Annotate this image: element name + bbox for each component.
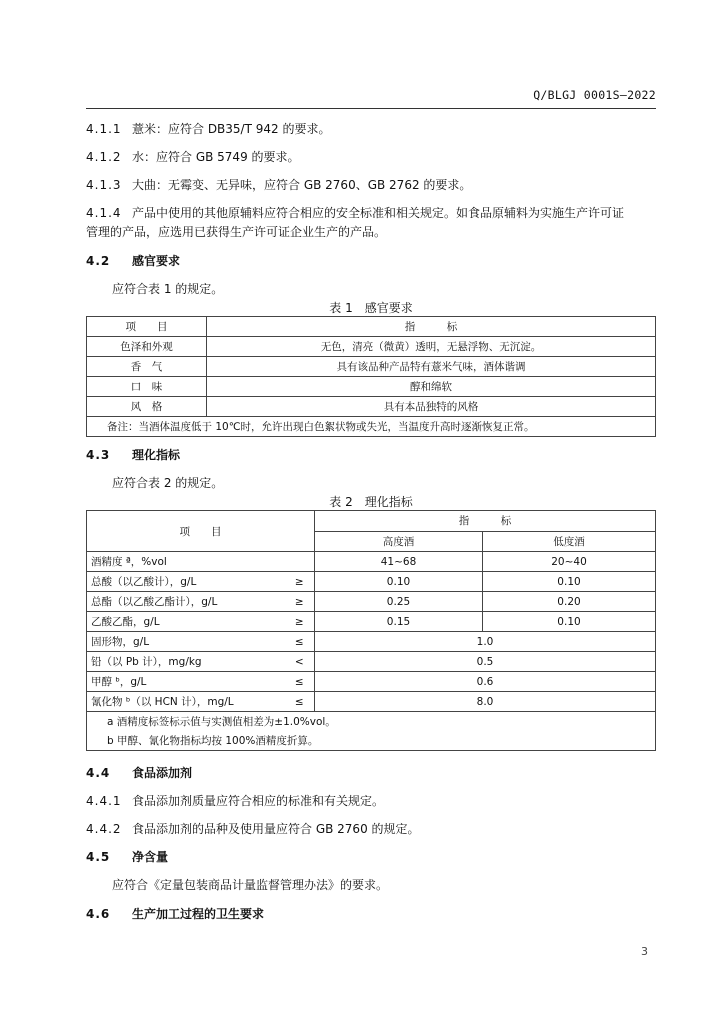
clause-4-1-3 — [86, 176, 471, 193]
header-low-alcohol: 低度酒 — [483, 531, 656, 552]
table-note-row — [87, 712, 656, 732]
row-low-value: 0.10 — [483, 612, 656, 632]
row-symbol: ≤ — [285, 632, 315, 652]
row-high-value: 0.25 — [315, 592, 483, 612]
section-4-2-heading — [86, 252, 180, 269]
table2-caption: 表 2 理化指标 — [329, 495, 413, 509]
clause-number: 4.1.3 — [86, 178, 122, 192]
row-value: 具有该品种产品特有薏米气味，酒体谐调 — [207, 357, 656, 377]
row-value: 1.0 — [315, 632, 656, 652]
row-item: 甲醇 ᵇ，g/L — [87, 672, 285, 692]
row-high-value: 41~68 — [315, 552, 483, 572]
section-title: 净含量 — [132, 850, 169, 864]
clause-number: 4.1.4 — [86, 206, 122, 220]
row-symbol: ≥ — [285, 612, 315, 632]
clause-text: 食品添加剂的品种及使用量应符合 GB 2760 的规定。 — [132, 822, 420, 836]
table1-caption: 表 1 感官要求 — [329, 301, 413, 315]
row-low-value: 0.20 — [483, 592, 656, 612]
table-row — [87, 552, 656, 572]
clause-4-1-1 — [86, 120, 330, 137]
row-value: 无色，清亮（微黄）透明，无悬浮物、无沉淀。 — [207, 337, 656, 357]
row-item: 乙酸乙酯，g/L — [87, 612, 285, 632]
section-4-5-intro: 应符合《定量包装商品计量监督管理办法》的要求。 — [112, 878, 389, 892]
clause-4-4-1 — [86, 792, 384, 809]
row-item: 固形物，g/L — [87, 632, 285, 652]
row-item: 色泽和外观 — [87, 337, 207, 357]
section-4-5-heading — [86, 848, 168, 865]
clause-4-1-2 — [86, 148, 300, 165]
table-note-row — [87, 417, 656, 437]
clause-number: 4.4.1 — [86, 794, 122, 808]
section-title: 理化指标 — [132, 448, 181, 462]
table-row — [87, 632, 656, 652]
standard-code: Q/BLGJ 0001S—2022 — [533, 88, 656, 102]
clause-number: 4.1.2 — [86, 150, 122, 164]
row-item: 总酯（以乙酸乙酯计），g/L — [87, 592, 285, 612]
row-symbol: ≤ — [285, 672, 315, 692]
row-value: 0.5 — [315, 652, 656, 672]
section-title: 感官要求 — [132, 254, 181, 268]
header-item: 项 目 — [87, 317, 207, 337]
section-number: 4.4 — [86, 766, 111, 780]
section-title: 生产加工过程的卫生要求 — [132, 907, 265, 921]
clause-text: 食品添加剂质量应符合相应的标准和有关规定。 — [132, 794, 385, 808]
row-symbol — [285, 552, 315, 572]
table-row — [87, 572, 656, 592]
row-item: 酒精度 ª，%vol — [87, 552, 285, 572]
table-row — [87, 397, 656, 417]
table-header-row — [87, 317, 656, 337]
table-note-row — [87, 731, 656, 751]
row-low-value: 0.10 — [483, 572, 656, 592]
row-low-value: 20~40 — [483, 552, 656, 572]
row-symbol: < — [285, 652, 315, 672]
table-row — [87, 377, 656, 397]
row-value: 0.6 — [315, 672, 656, 692]
header-item: 项 目 — [87, 511, 315, 552]
section-4-6-heading — [86, 905, 264, 922]
section-4-3-heading — [86, 446, 180, 463]
row-value: 8.0 — [315, 692, 656, 712]
section-4-2-intro: 应符合表 1 的规定。 — [112, 282, 224, 296]
header-rule — [86, 108, 656, 109]
row-item: 口 味 — [87, 377, 207, 397]
row-item: 铅（以 Pb 计），mg/kg — [87, 652, 285, 672]
header-high-alcohol: 高度酒 — [315, 531, 483, 552]
header-index: 指 标 — [207, 317, 656, 337]
section-4-4-heading — [86, 764, 192, 781]
row-high-value: 0.15 — [315, 612, 483, 632]
row-high-value: 0.10 — [315, 572, 483, 592]
section-number: 4.2 — [86, 254, 111, 268]
clause-text: 水：应符合 GB 5749 的要求。 — [132, 150, 300, 164]
page-number: 3 — [641, 945, 648, 958]
clause-4-1-4-continuation: 管理的产品，应选用已获得生产许可证企业生产的产品。 — [86, 225, 387, 239]
row-symbol: ≤ — [285, 692, 315, 712]
clause-4-1-4 — [86, 204, 624, 221]
clause-text: 大曲：无霉变、无异味，应符合 GB 2760、GB 2762 的要求。 — [132, 178, 472, 192]
row-value: 具有本品独特的风格 — [207, 397, 656, 417]
section-title: 食品添加剂 — [132, 766, 193, 780]
clause-text: 薏米：应符合 DB35/T 942 的要求。 — [132, 122, 331, 136]
row-value: 醇和绵软 — [207, 377, 656, 397]
header-index: 指 标 — [315, 511, 656, 532]
table-row — [87, 672, 656, 692]
row-symbol: ≥ — [285, 572, 315, 592]
clause-number: 4.1.1 — [86, 122, 122, 136]
table-row — [87, 652, 656, 672]
table-note-a: a 酒精度标签标示值与实测值相差为±1.0%vol。 — [87, 712, 656, 732]
table-note: 备注：当酒体温度低于 10℃时，允许出现白色絮状物或失光，当温度升高时逐渐恢复正常。 — [87, 417, 656, 437]
clause-number: 4.4.2 — [86, 822, 122, 836]
physicochemical-table — [86, 510, 656, 751]
row-symbol: ≥ — [285, 592, 315, 612]
table-row — [87, 692, 656, 712]
section-4-3-intro: 应符合表 2 的规定。 — [112, 476, 224, 490]
clause-text-line1: 产品中使用的其他原辅料应符合相应的安全标准和相关规定。如食品原辅料为实施生产许可证 — [132, 206, 625, 220]
table-row — [87, 357, 656, 377]
table-note-b: b 甲醇、氰化物指标均按 100%酒精度折算。 — [87, 731, 656, 751]
row-item: 总酸（以乙酸计），g/L — [87, 572, 285, 592]
table-row — [87, 592, 656, 612]
row-item: 香 气 — [87, 357, 207, 377]
sensory-table — [86, 316, 656, 437]
table-header-row — [87, 511, 656, 532]
section-number: 4.5 — [86, 850, 111, 864]
section-number: 4.3 — [86, 448, 111, 462]
section-number: 4.6 — [86, 907, 111, 921]
table-row — [87, 612, 656, 632]
clause-4-4-2 — [86, 820, 420, 837]
row-item: 风 格 — [87, 397, 207, 417]
table-row — [87, 337, 656, 357]
row-item: 氰化物 ᵇ（以 HCN 计），mg/L — [87, 692, 285, 712]
